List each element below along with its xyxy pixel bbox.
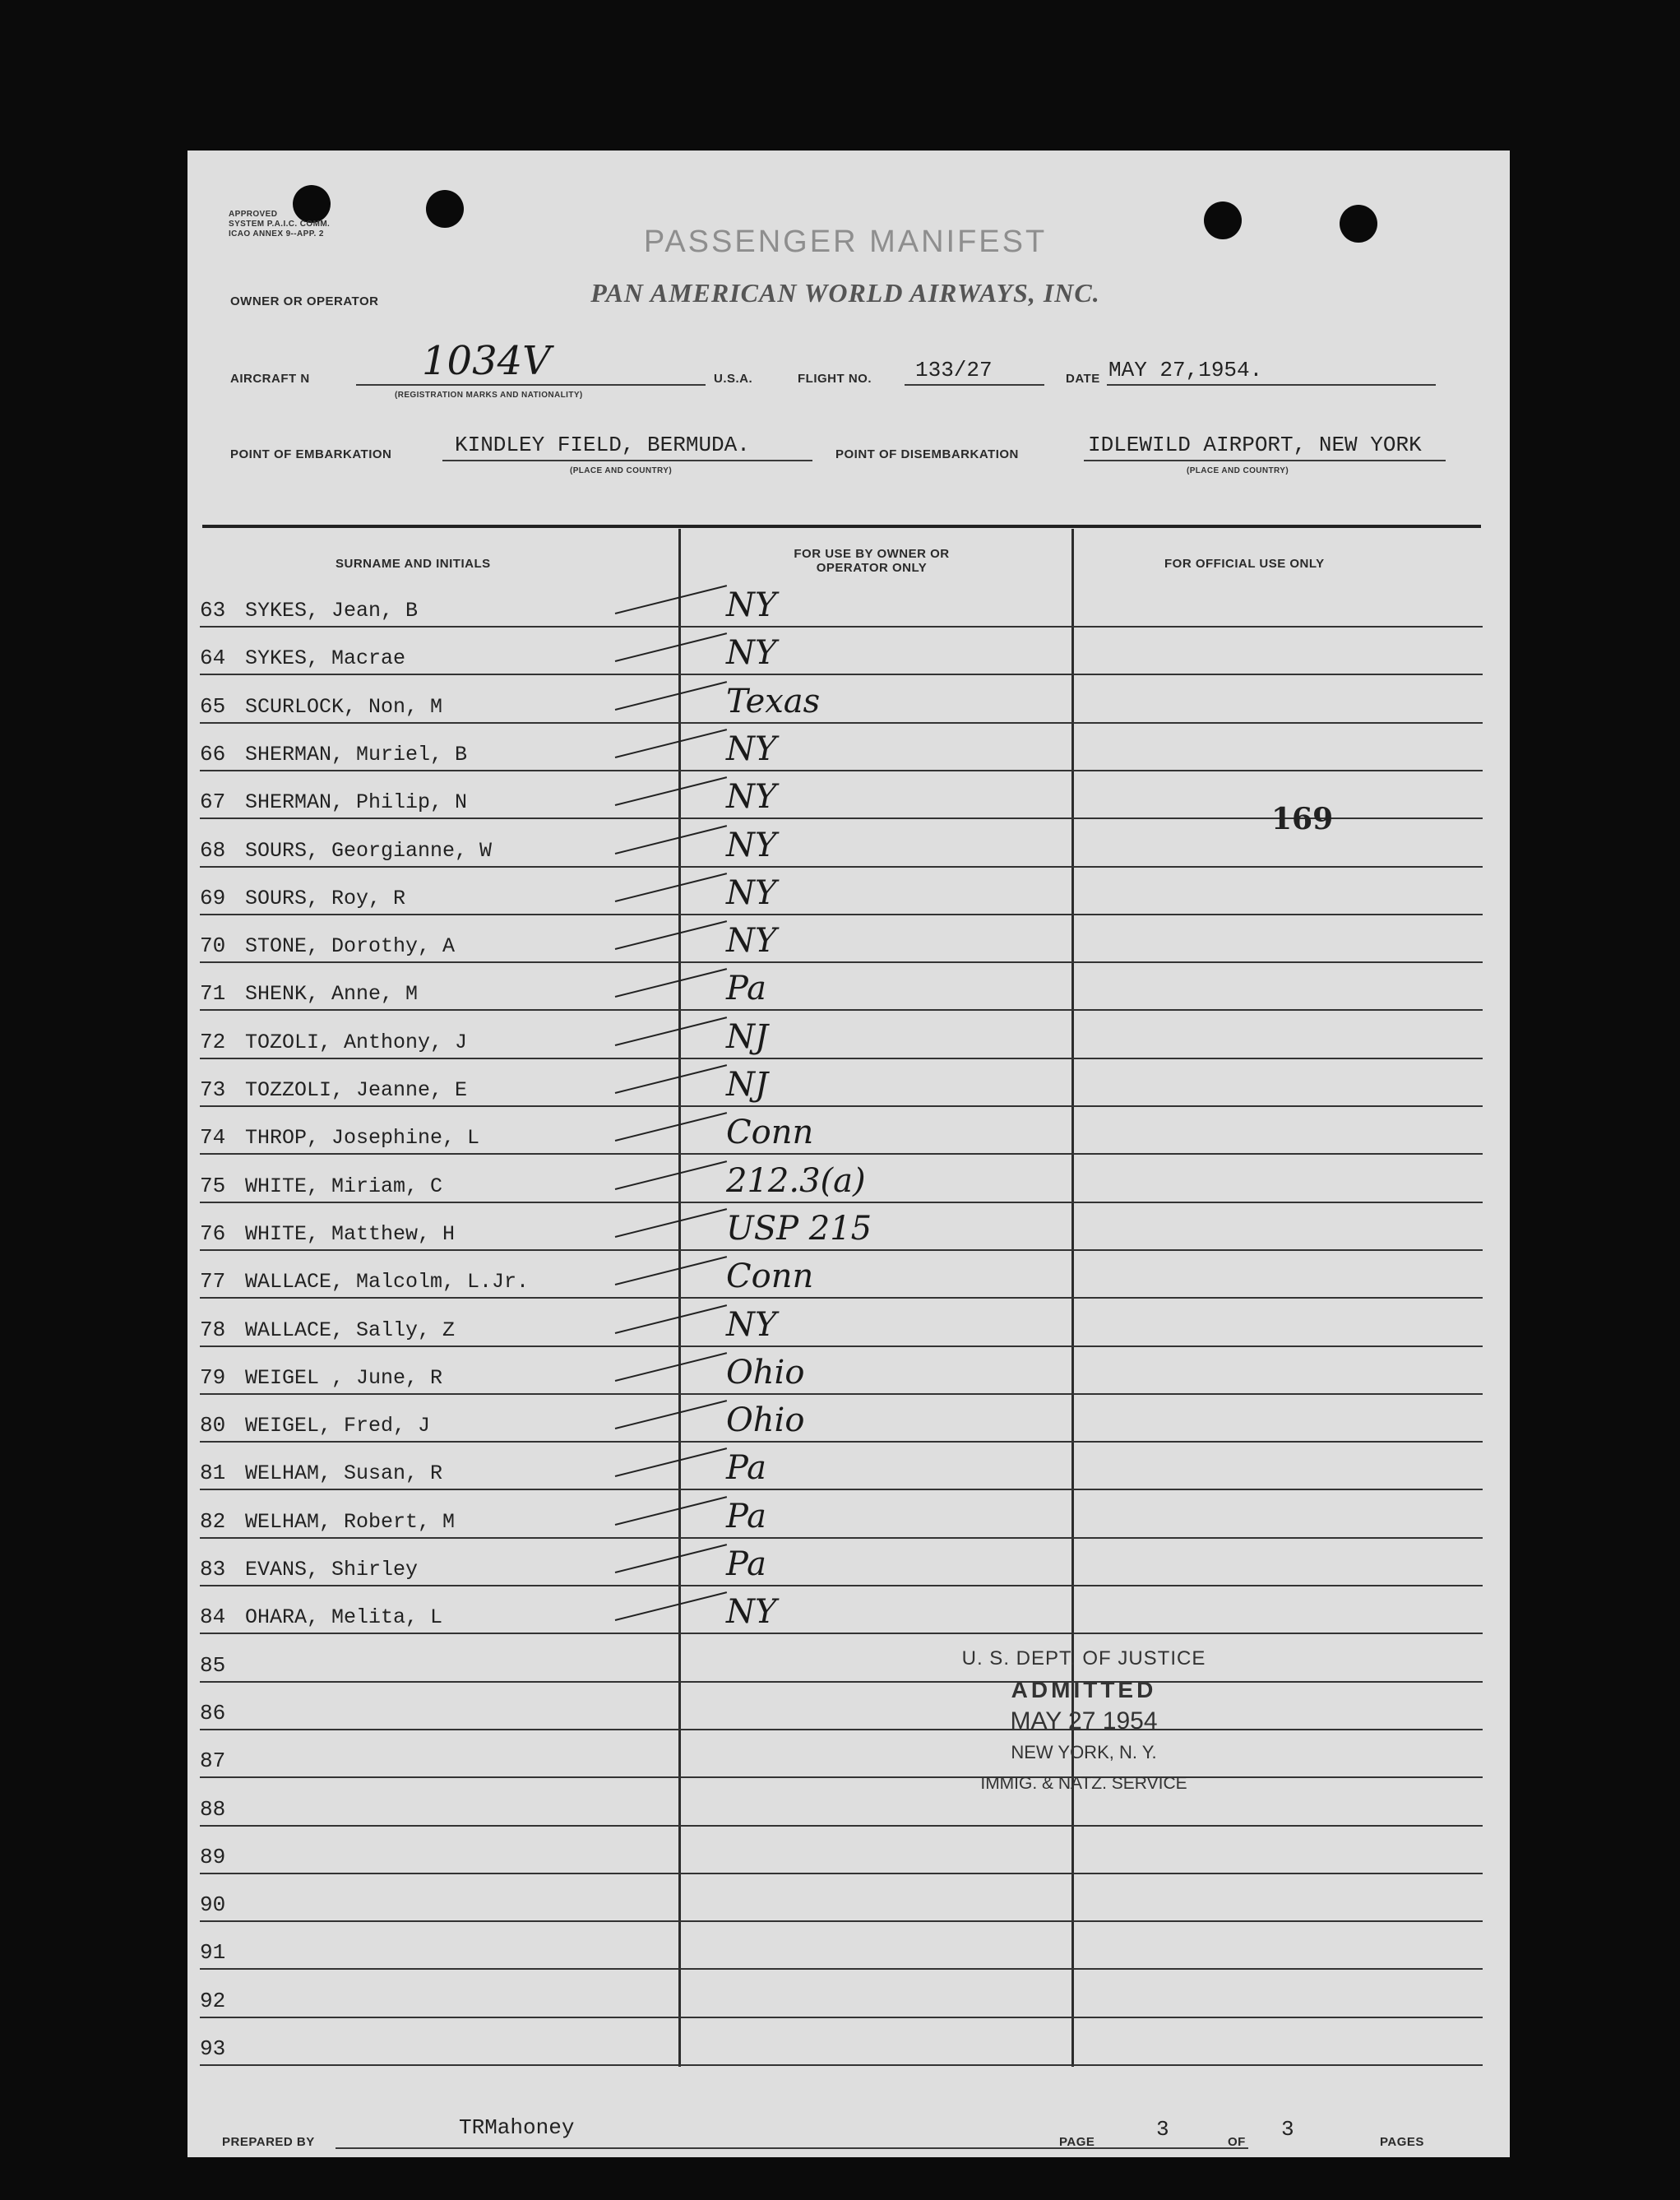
passenger-name: SHENK, Anne, M bbox=[245, 982, 419, 1007]
row-number: 65 bbox=[200, 693, 226, 719]
row-number: 80 bbox=[200, 1413, 226, 1438]
document-title: PASSENGER MANIFEST bbox=[643, 225, 1048, 259]
row-number: 87 bbox=[200, 1748, 226, 1774]
check-mark bbox=[615, 825, 727, 855]
aircraft-number: 1034V bbox=[422, 338, 551, 384]
punch-hole-2 bbox=[426, 190, 464, 228]
aircraft-caption: (REGISTRATION MARKS AND NATIONALITY) bbox=[395, 391, 583, 400]
date-label: DATE bbox=[1066, 372, 1100, 386]
approval-line: SYSTEM P.A.I.C. COMM. bbox=[229, 220, 331, 229]
disembark-place: IDLEWILD AIRPORT, NEW YORK bbox=[1088, 433, 1422, 457]
check-mark bbox=[615, 776, 727, 806]
check-mark bbox=[615, 969, 727, 998]
check-mark bbox=[615, 1544, 727, 1573]
passenger-name: EVANS, Shirley bbox=[245, 1558, 419, 1582]
passenger-name: SOURS, Roy, R bbox=[245, 886, 406, 910]
table-row bbox=[200, 1635, 1483, 1683]
residence-note: NY bbox=[726, 778, 777, 817]
approval-line: ICAO ANNEX 9--APP. 2 bbox=[229, 229, 324, 239]
residence-note: NY bbox=[726, 1593, 777, 1632]
row-number: 67 bbox=[200, 790, 226, 815]
residence-note: NY bbox=[726, 1305, 777, 1344]
passenger-name: TOZOLI, Anthony, J bbox=[245, 1030, 468, 1054]
check-mark bbox=[615, 585, 727, 614]
passenger-name: WEIGEL , June, R bbox=[245, 1365, 443, 1390]
residence-note: NY bbox=[726, 922, 777, 961]
check-mark bbox=[615, 1208, 727, 1238]
row-number: 85 bbox=[200, 1652, 226, 1678]
row-number: 78 bbox=[200, 1317, 226, 1342]
prepared-rule bbox=[336, 2147, 1248, 2149]
column-header-name: SURNAME AND INITIALS bbox=[336, 557, 491, 571]
row-number: 64 bbox=[200, 646, 226, 671]
passenger-name: SHERMAN, Muriel, B bbox=[245, 742, 468, 767]
stamp-date: MAY 27 1954 bbox=[1010, 1707, 1158, 1735]
flight-date: MAY 27,1954. bbox=[1108, 358, 1263, 382]
flight-rule bbox=[905, 384, 1044, 386]
row-number: 74 bbox=[200, 1125, 226, 1151]
passenger-name: SHERMAN, Philip, N bbox=[245, 790, 468, 815]
row-number: 83 bbox=[200, 1557, 226, 1582]
embark-caption: (PLACE AND COUNTRY) bbox=[570, 466, 673, 475]
table-row bbox=[200, 1299, 1483, 1347]
check-mark bbox=[615, 1448, 727, 1478]
residence-note: Ohio bbox=[726, 1353, 805, 1392]
passenger-name: WHITE, Matthew, H bbox=[245, 1221, 456, 1246]
table-row bbox=[200, 2018, 1483, 2066]
check-mark bbox=[615, 1064, 727, 1094]
row-number: 89 bbox=[200, 1844, 226, 1869]
passenger-name: SYKES, Macrae bbox=[245, 646, 406, 671]
residence-note: NY bbox=[726, 586, 777, 624]
passenger-name: OHARA, Melita, L bbox=[245, 1605, 443, 1630]
aircraft-rule bbox=[356, 384, 706, 386]
flight-label: FLIGHT NO. bbox=[798, 372, 872, 386]
check-mark bbox=[615, 1591, 727, 1621]
of-label: OF bbox=[1228, 2135, 1246, 2149]
disembark-caption: (PLACE AND COUNTRY) bbox=[1187, 466, 1289, 475]
embark-place: KINDLEY FIELD, BERMUDA. bbox=[455, 433, 750, 457]
table-top-rule bbox=[202, 525, 1481, 528]
table-row bbox=[200, 868, 1483, 915]
residence-note: Conn bbox=[726, 1114, 814, 1152]
row-number: 86 bbox=[200, 1700, 226, 1725]
passenger-name: WHITE, Miriam, C bbox=[245, 1174, 443, 1198]
passenger-name: STONE, Dorothy, A bbox=[245, 934, 456, 959]
passenger-name: THROP, Josephine, L bbox=[245, 1126, 480, 1151]
row-number: 77 bbox=[200, 1269, 226, 1295]
passenger-name: SOURS, Georgianne, W bbox=[245, 838, 493, 863]
residence-note: Ohio bbox=[726, 1401, 805, 1440]
row-number: 93 bbox=[200, 2036, 226, 2061]
residence-note: Pa bbox=[726, 1545, 766, 1583]
table-row bbox=[200, 1107, 1483, 1155]
approval-line: APPROVED bbox=[229, 210, 278, 219]
row-number: 81 bbox=[200, 1461, 226, 1486]
row-number: 72 bbox=[200, 1029, 226, 1054]
page-label: PAGE bbox=[1059, 2135, 1095, 2149]
check-mark bbox=[615, 1400, 727, 1429]
flight-number: 133/27 bbox=[915, 358, 993, 382]
column-header-operator: FOR USE BY OWNER OR OPERATOR ONLY bbox=[794, 547, 950, 575]
row-number: 79 bbox=[200, 1364, 226, 1390]
date-rule bbox=[1107, 384, 1436, 386]
owner-label: OWNER OR OPERATOR bbox=[230, 294, 379, 308]
row-rule bbox=[200, 2064, 1483, 2066]
residence-note: NJ bbox=[726, 1017, 769, 1056]
residence-note: Pa bbox=[726, 970, 766, 1008]
punch-hole-3 bbox=[1204, 201, 1242, 239]
check-mark bbox=[615, 873, 727, 902]
passenger-name: SYKES, Jean, B bbox=[245, 599, 419, 623]
row-number: 82 bbox=[200, 1508, 226, 1534]
manifest-sheet bbox=[187, 151, 1510, 2157]
table-row bbox=[200, 1251, 1483, 1299]
row-number: 70 bbox=[200, 933, 226, 959]
stamp-service: IMMIG. & NATZ. SERVICE bbox=[980, 1774, 1187, 1793]
table-row bbox=[200, 1779, 1483, 1827]
table-row bbox=[200, 915, 1483, 963]
table-row bbox=[200, 1012, 1483, 1059]
table-row bbox=[200, 963, 1483, 1011]
residence-note: NY bbox=[726, 634, 777, 673]
disembark-rule bbox=[1084, 460, 1446, 461]
residence-note: NY bbox=[726, 873, 777, 912]
residence-note: NJ bbox=[726, 1066, 769, 1104]
stamp-city: NEW YORK, N. Y. bbox=[1011, 1742, 1157, 1762]
disembark-label: POINT OF DISEMBARKATION bbox=[835, 447, 1019, 461]
operator-name: PAN AMERICAN WORLD AIRWAYS, INC. bbox=[590, 278, 1100, 308]
passenger-name: WELHAM, Susan, R bbox=[245, 1461, 443, 1486]
row-number: 75 bbox=[200, 1173, 226, 1198]
check-mark bbox=[615, 681, 727, 711]
prepared-by: TRMahoney bbox=[459, 2115, 575, 2140]
table-row bbox=[200, 1347, 1483, 1395]
passenger-name: WELHAM, Robert, M bbox=[245, 1509, 456, 1534]
stamp-admitted: ADMITTED bbox=[1011, 1677, 1157, 1702]
check-mark bbox=[615, 1256, 727, 1285]
table-row bbox=[200, 1971, 1483, 2018]
check-mark bbox=[615, 729, 727, 758]
passenger-name: WALLACE, Sally, Z bbox=[245, 1318, 456, 1342]
row-number: 90 bbox=[200, 1892, 226, 1918]
row-number: 91 bbox=[200, 1940, 226, 1966]
table-row bbox=[200, 1683, 1483, 1730]
table-row bbox=[200, 1874, 1483, 1922]
table-row bbox=[200, 1059, 1483, 1107]
row-number: 76 bbox=[200, 1220, 226, 1246]
table-row bbox=[200, 628, 1483, 675]
page-number: 3 bbox=[1156, 2117, 1169, 2142]
embark-rule bbox=[442, 460, 812, 461]
check-mark bbox=[615, 1352, 727, 1382]
usa-label: U.S.A. bbox=[714, 372, 753, 386]
table-row bbox=[200, 1827, 1483, 1874]
punch-hole-4 bbox=[1340, 205, 1377, 243]
approval-block bbox=[229, 210, 330, 239]
admitted-stamp bbox=[895, 1643, 1273, 1799]
residence-note: NY bbox=[726, 729, 777, 768]
page-total: 3 bbox=[1281, 2117, 1294, 2142]
row-number: 84 bbox=[200, 1605, 226, 1630]
row-number: 69 bbox=[200, 885, 226, 910]
table-row bbox=[200, 1539, 1483, 1586]
pages-label: PAGES bbox=[1380, 2135, 1424, 2149]
stamp-dept: U. S. DEPT. OF JUSTICE bbox=[961, 1647, 1206, 1670]
table-row bbox=[200, 676, 1483, 724]
aircraft-label: AIRCRAFT N bbox=[230, 372, 310, 386]
row-number: 63 bbox=[200, 598, 226, 623]
embark-label: POINT OF EMBARKATION bbox=[230, 447, 392, 461]
check-mark bbox=[615, 1304, 727, 1334]
row-number: 66 bbox=[200, 741, 226, 767]
check-mark bbox=[615, 632, 727, 662]
row-number: 88 bbox=[200, 1796, 226, 1822]
table-row bbox=[200, 1491, 1483, 1539]
check-mark bbox=[615, 920, 727, 950]
residence-note: Texas bbox=[726, 682, 821, 720]
residence-note: Pa bbox=[726, 1497, 766, 1535]
check-mark bbox=[615, 1017, 727, 1046]
column-header-official: FOR OFFICIAL USE ONLY bbox=[1164, 557, 1325, 571]
row-number: 68 bbox=[200, 837, 226, 863]
residence-note: Pa bbox=[726, 1449, 766, 1488]
check-mark bbox=[615, 1112, 727, 1142]
table-row bbox=[200, 1395, 1483, 1443]
row-number: 92 bbox=[200, 1988, 226, 2013]
row-number: 73 bbox=[200, 1077, 226, 1102]
check-mark bbox=[615, 1496, 727, 1526]
residence-note: NY bbox=[726, 826, 777, 864]
residence-note: Conn bbox=[726, 1257, 814, 1296]
table-row bbox=[200, 1586, 1483, 1634]
passenger-name: TOZZOLI, Jeanne, E bbox=[245, 1078, 468, 1102]
passenger-name: WALLACE, Malcolm, L.Jr. bbox=[245, 1270, 530, 1295]
table-row bbox=[200, 1203, 1483, 1251]
residence-note: USP 215 bbox=[726, 1209, 872, 1248]
table-row bbox=[200, 1922, 1483, 1970]
table-row bbox=[200, 1730, 1483, 1778]
table-row bbox=[200, 1156, 1483, 1203]
prepared-label: PREPARED BY bbox=[222, 2135, 315, 2149]
row-number: 71 bbox=[200, 981, 226, 1007]
passenger-name: SCURLOCK, Non, M bbox=[245, 694, 443, 719]
check-mark bbox=[615, 1160, 727, 1190]
passenger-name: WEIGEL, Fred, J bbox=[245, 1414, 431, 1438]
table-row bbox=[200, 1443, 1483, 1490]
residence-note: 212.3(a) bbox=[726, 1161, 866, 1200]
table-row bbox=[200, 580, 1483, 628]
table-row bbox=[200, 724, 1483, 771]
official-note: 169 bbox=[1271, 802, 1334, 836]
